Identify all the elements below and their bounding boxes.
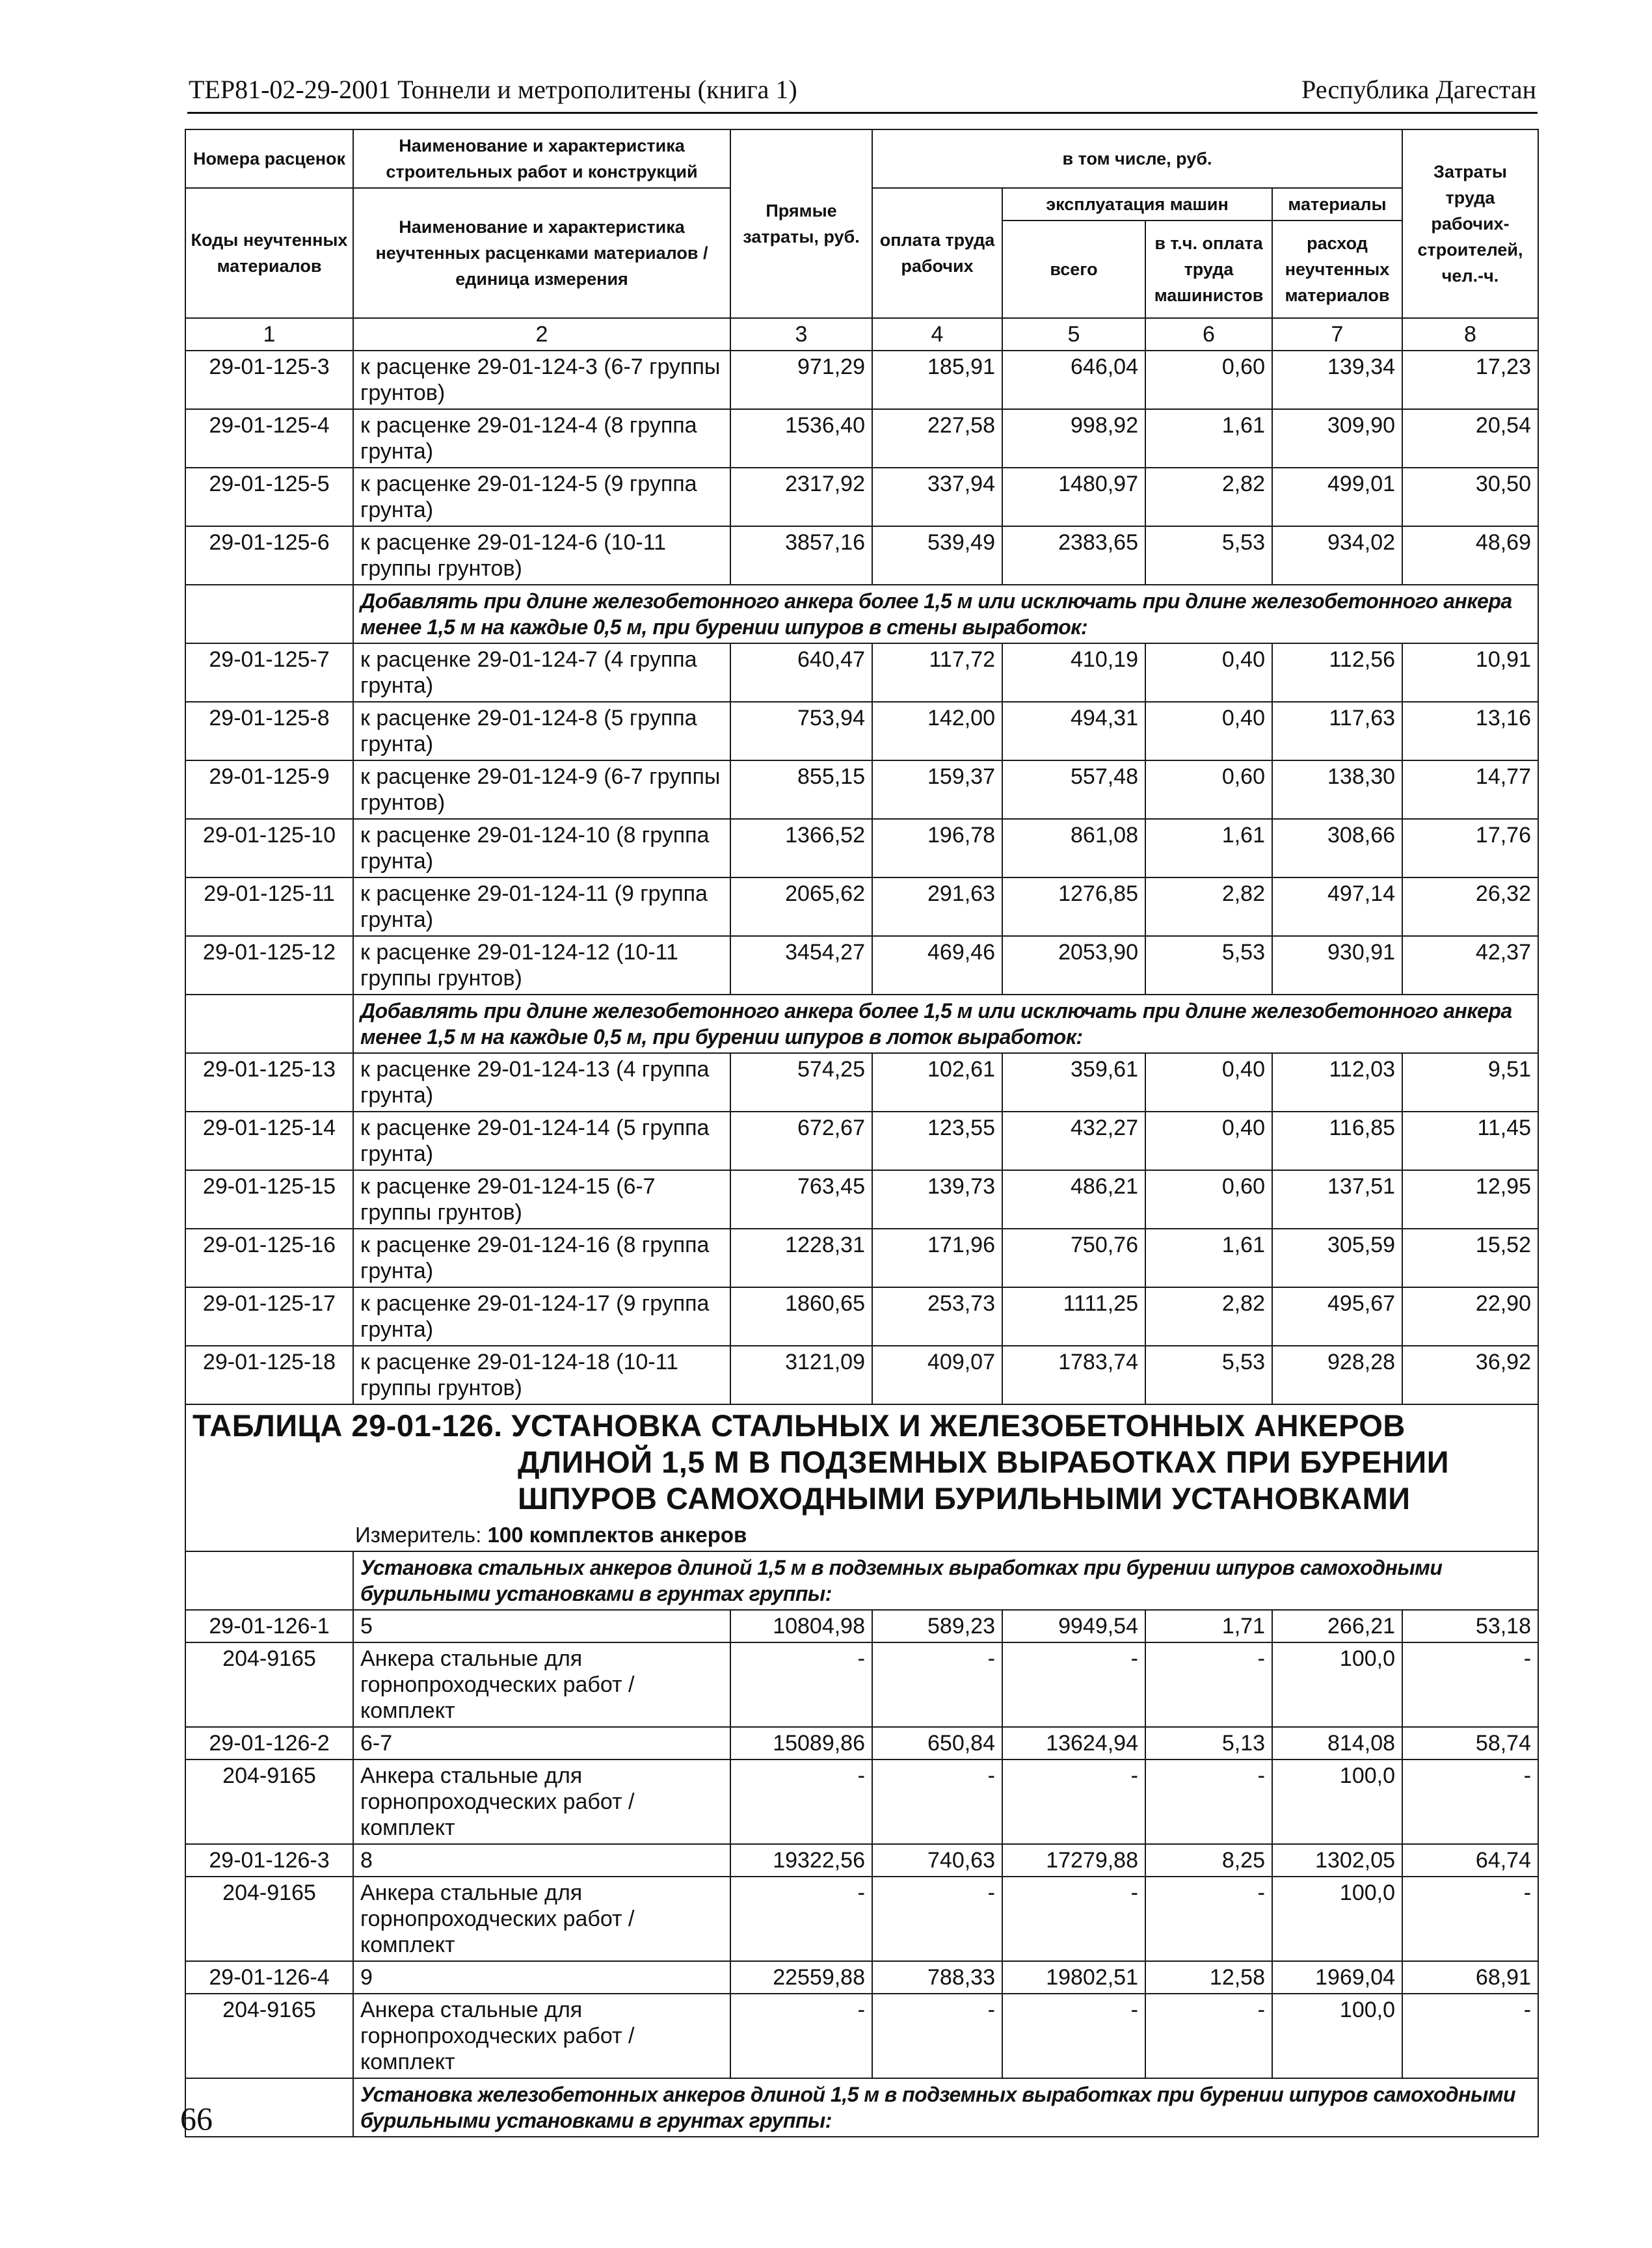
labor-hours: 9,51 bbox=[1402, 1053, 1538, 1112]
work-name: к расценке 29-01-124-12 (10-11 группы грунтов) bbox=[353, 936, 730, 995]
materials: 139,34 bbox=[1272, 351, 1402, 409]
direct-costs: 855,15 bbox=[730, 760, 872, 819]
note-rc-section bbox=[185, 2078, 1538, 2137]
note-walls: Добавлять при длине железобетонного анкера более 1,5 м или исключать при длине железобетонного анкера менее 1,5 м на каждые 0,5 м, при бурении шпуров в стены выработок: bbox=[353, 585, 1538, 643]
table-row bbox=[185, 409, 1538, 468]
machines-total: 2383,65 bbox=[1002, 526, 1145, 585]
table-row bbox=[185, 1170, 1538, 1229]
materials: 1969,04 bbox=[1272, 1961, 1402, 1994]
machines-total: - bbox=[1002, 1994, 1145, 2078]
col-number: 1 bbox=[185, 318, 353, 351]
material-row bbox=[185, 1642, 1538, 1727]
hdr-materials: материалы bbox=[1272, 188, 1402, 221]
labor-hours: 13,16 bbox=[1402, 702, 1538, 760]
table-row bbox=[185, 702, 1538, 760]
materials: 309,90 bbox=[1272, 409, 1402, 468]
labor-hours: 17,76 bbox=[1402, 819, 1538, 877]
hdr-direct-costs: Прямые затраты, руб. bbox=[730, 129, 872, 318]
group-c-rows bbox=[185, 1053, 1538, 1404]
direct-costs: 1860,65 bbox=[730, 1287, 872, 1346]
labor-pay: 539,49 bbox=[872, 526, 1002, 585]
title-line: ТАБЛИЦА 29-01-126. УСТАНОВКА СТАЛЬНЫХ И ЖЕЛЕЗОБЕТОННЫХ АНКЕРОВ bbox=[193, 1408, 1406, 1443]
materials: 137,51 bbox=[1272, 1170, 1402, 1229]
material-row bbox=[185, 1877, 1538, 1961]
machines-total: 9949,54 bbox=[1002, 1610, 1145, 1642]
machines-total: 1480,97 bbox=[1002, 468, 1145, 526]
running-header bbox=[189, 70, 1536, 109]
labor-hours: 42,37 bbox=[1402, 936, 1538, 995]
header-rule bbox=[187, 112, 1538, 114]
title-line: ШПУРОВ САМОХОДНЫМИ БУРИЛЬНЫМИ УСТАНОВКАМИ bbox=[518, 1481, 1411, 1516]
work-name: 8 bbox=[353, 1844, 730, 1877]
work-name: к расценке 29-01-124-16 (8 группа грунта) bbox=[353, 1229, 730, 1287]
direct-costs: - bbox=[730, 1642, 872, 1727]
machines-labor: 1,61 bbox=[1145, 819, 1272, 877]
table-126-title bbox=[193, 1408, 1531, 1517]
work-name: к расценке 29-01-124-14 (5 группа грунта) bbox=[353, 1112, 730, 1170]
machines-total: - bbox=[1002, 1760, 1145, 1844]
work-name: 5 bbox=[353, 1610, 730, 1642]
materials: 112,56 bbox=[1272, 643, 1402, 702]
labor-pay: - bbox=[872, 1760, 1002, 1844]
direct-costs: 574,25 bbox=[730, 1053, 872, 1112]
materials: 1302,05 bbox=[1272, 1844, 1402, 1877]
note-tray-section bbox=[185, 995, 1538, 1053]
labor-pay: 142,00 bbox=[872, 702, 1002, 760]
rate-code: 29-01-125-3 bbox=[185, 351, 353, 409]
machines-labor: 1,61 bbox=[1145, 1229, 1272, 1287]
labor-pay: 409,07 bbox=[872, 1346, 1002, 1404]
rate-code: 29-01-125-10 bbox=[185, 819, 353, 877]
machines-total: 359,61 bbox=[1002, 1053, 1145, 1112]
labor-pay: 171,96 bbox=[872, 1229, 1002, 1287]
machines-labor: 5,53 bbox=[1145, 526, 1272, 585]
work-name: Анкера стальные для горнопроходческих работ / комплект bbox=[353, 1760, 730, 1844]
labor-hours: - bbox=[1402, 1760, 1538, 1844]
group-b-rows bbox=[185, 643, 1538, 995]
direct-costs: 2317,92 bbox=[730, 468, 872, 526]
machines-labor: - bbox=[1145, 1642, 1272, 1727]
materials: 100,0 bbox=[1272, 1877, 1402, 1961]
machines-labor: 1,71 bbox=[1145, 1610, 1272, 1642]
rate-code: 204-9165 bbox=[185, 1877, 353, 1961]
work-name: к расценке 29-01-124-17 (9 группа грунта) bbox=[353, 1287, 730, 1346]
machines-labor: 0,60 bbox=[1145, 1170, 1272, 1229]
labor-hours: 22,90 bbox=[1402, 1287, 1538, 1346]
direct-costs: 1536,40 bbox=[730, 409, 872, 468]
col-number: 5 bbox=[1002, 318, 1145, 351]
work-name: Анкера стальные для горнопроходческих работ / комплект bbox=[353, 1642, 730, 1727]
machines-total: - bbox=[1002, 1642, 1145, 1727]
material-row bbox=[185, 1760, 1538, 1844]
machines-total: 494,31 bbox=[1002, 702, 1145, 760]
labor-hours: 53,18 bbox=[1402, 1610, 1538, 1642]
direct-costs: - bbox=[730, 1994, 872, 2078]
labor-pay: - bbox=[872, 1994, 1002, 2078]
work-name: к расценке 29-01-124-15 (6-7 группы грунтов) bbox=[353, 1170, 730, 1229]
direct-costs: 10804,98 bbox=[730, 1610, 872, 1642]
hdr-col1-top: Номера расценок bbox=[185, 129, 353, 188]
machines-total: 646,04 bbox=[1002, 351, 1145, 409]
materials: 100,0 bbox=[1272, 1642, 1402, 1727]
machines-total: 861,08 bbox=[1002, 819, 1145, 877]
rate-code: 29-01-125-14 bbox=[185, 1112, 353, 1170]
labor-hours: 20,54 bbox=[1402, 409, 1538, 468]
hdr-machines: эксплуатация машин bbox=[1002, 188, 1272, 221]
labor-hours: 68,91 bbox=[1402, 1961, 1538, 1994]
col-number: 3 bbox=[730, 318, 872, 351]
materials: 930,91 bbox=[1272, 936, 1402, 995]
rate-code: 29-01-126-2 bbox=[185, 1727, 353, 1760]
direct-costs: 763,45 bbox=[730, 1170, 872, 1229]
rate-code: 29-01-125-12 bbox=[185, 936, 353, 995]
direct-costs: 1228,31 bbox=[730, 1229, 872, 1287]
table-row bbox=[185, 1844, 1538, 1877]
labor-hours: 14,77 bbox=[1402, 760, 1538, 819]
labor-hours: - bbox=[1402, 1877, 1538, 1961]
materials: 495,67 bbox=[1272, 1287, 1402, 1346]
hdr-col1-bottom: Коды неучтенных материалов bbox=[185, 188, 353, 318]
machines-labor: 2,82 bbox=[1145, 1287, 1272, 1346]
labor-hours: 15,52 bbox=[1402, 1229, 1538, 1287]
machines-total: 2053,90 bbox=[1002, 936, 1145, 995]
title-line: ДЛИНОЙ 1,5 М В ПОДЗЕМНЫХ ВЫРАБОТКАХ ПРИ БУРЕНИИ bbox=[518, 1445, 1449, 1479]
machines-labor: 0,40 bbox=[1145, 1053, 1272, 1112]
note-reinforced-concrete: Установка железобетонных анкеров длиной 1,5 м в подземных выработках при бурении шпуров самоходными бурильными установками в грунтах группы: bbox=[353, 2078, 1538, 2137]
machines-labor: 5,53 bbox=[1145, 1346, 1272, 1404]
table-row bbox=[185, 1727, 1538, 1760]
materials: 497,14 bbox=[1272, 877, 1402, 936]
rate-code: 29-01-125-4 bbox=[185, 409, 353, 468]
machines-total: 432,27 bbox=[1002, 1112, 1145, 1170]
col-number: 6 bbox=[1145, 318, 1272, 351]
labor-hours: - bbox=[1402, 1994, 1538, 2078]
table-126-rows bbox=[185, 1610, 1538, 2078]
labor-hours: - bbox=[1402, 1642, 1538, 1727]
material-row bbox=[185, 1994, 1538, 2078]
table-row bbox=[185, 877, 1538, 936]
work-name: к расценке 29-01-124-4 (8 группа грунта) bbox=[353, 409, 730, 468]
work-name: к расценке 29-01-124-3 (6-7 группы грунтов) bbox=[353, 351, 730, 409]
table-row bbox=[185, 1961, 1538, 1994]
rate-code: 29-01-125-18 bbox=[185, 1346, 353, 1404]
machines-labor: 0,60 bbox=[1145, 351, 1272, 409]
measure-line bbox=[193, 1522, 1531, 1548]
work-name: 6-7 bbox=[353, 1727, 730, 1760]
col-number: 8 bbox=[1402, 318, 1538, 351]
note-walls-section bbox=[185, 585, 1538, 643]
materials: 138,30 bbox=[1272, 760, 1402, 819]
direct-costs: - bbox=[730, 1760, 872, 1844]
machines-labor: 0,40 bbox=[1145, 702, 1272, 760]
blank-cell bbox=[185, 585, 353, 643]
materials: 814,08 bbox=[1272, 1727, 1402, 1760]
machines-total: 486,21 bbox=[1002, 1170, 1145, 1229]
machines-labor: - bbox=[1145, 1760, 1272, 1844]
machines-labor: 1,61 bbox=[1145, 409, 1272, 468]
hdr-col2-bottom: Наименование и характеристика неучтенных расценками материалов / единица измерения bbox=[353, 188, 730, 318]
table-row bbox=[185, 1287, 1538, 1346]
group-a-rows bbox=[185, 351, 1538, 585]
rate-code: 204-9165 bbox=[185, 1760, 353, 1844]
hdr-col2-top: Наименование и характеристика строительных работ и конструкций bbox=[353, 129, 730, 188]
table-row bbox=[185, 819, 1538, 877]
rate-code: 29-01-126-4 bbox=[185, 1961, 353, 1994]
machines-total: 1783,74 bbox=[1002, 1346, 1145, 1404]
labor-hours: 30,50 bbox=[1402, 468, 1538, 526]
hdr-in-total: в том числе, руб. bbox=[872, 129, 1402, 188]
machines-labor: 5,13 bbox=[1145, 1727, 1272, 1760]
machines-total: 557,48 bbox=[1002, 760, 1145, 819]
blank-cell bbox=[185, 995, 353, 1053]
materials: 308,66 bbox=[1272, 819, 1402, 877]
table-row bbox=[185, 1229, 1538, 1287]
machines-labor: 8,25 bbox=[1145, 1844, 1272, 1877]
materials: 100,0 bbox=[1272, 1994, 1402, 2078]
table-126-caption bbox=[185, 1404, 1538, 1610]
machines-labor: - bbox=[1145, 1994, 1272, 2078]
direct-costs: 22559,88 bbox=[730, 1961, 872, 1994]
labor-pay: 291,63 bbox=[872, 877, 1002, 936]
table-row bbox=[185, 1346, 1538, 1404]
work-name: к расценке 29-01-124-6 (10-11 группы грунтов) bbox=[353, 526, 730, 585]
labor-hours: 10,91 bbox=[1402, 643, 1538, 702]
direct-costs: 15089,86 bbox=[730, 1727, 872, 1760]
rate-code: 204-9165 bbox=[185, 1994, 353, 2078]
table-row bbox=[185, 526, 1538, 585]
machines-labor: 12,58 bbox=[1145, 1961, 1272, 1994]
col-number: 4 bbox=[872, 318, 1002, 351]
machines-labor: 2,82 bbox=[1145, 877, 1272, 936]
machines-total: 998,92 bbox=[1002, 409, 1145, 468]
labor-pay: 740,63 bbox=[872, 1844, 1002, 1877]
rate-code: 29-01-125-5 bbox=[185, 468, 353, 526]
labor-hours: 64,74 bbox=[1402, 1844, 1538, 1877]
labor-hours: 26,32 bbox=[1402, 877, 1538, 936]
machines-labor: 2,82 bbox=[1145, 468, 1272, 526]
materials: 305,59 bbox=[1272, 1229, 1402, 1287]
hdr-labor-pay: оплата труда рабочих bbox=[872, 188, 1002, 318]
header-region: Республика Дагестан bbox=[1301, 75, 1536, 104]
rate-code: 29-01-125-8 bbox=[185, 702, 353, 760]
rate-code: 29-01-125-15 bbox=[185, 1170, 353, 1229]
direct-costs: 3454,27 bbox=[730, 936, 872, 995]
column-numbers-row bbox=[185, 318, 1538, 351]
labor-pay: 185,91 bbox=[872, 351, 1002, 409]
labor-hours: 17,23 bbox=[1402, 351, 1538, 409]
blank-cell bbox=[185, 1551, 353, 1610]
labor-pay: - bbox=[872, 1877, 1002, 1961]
machines-labor: 0,60 bbox=[1145, 760, 1272, 819]
materials: 499,01 bbox=[1272, 468, 1402, 526]
col-number: 2 bbox=[353, 318, 730, 351]
materials: 934,02 bbox=[1272, 526, 1402, 585]
labor-pay: 159,37 bbox=[872, 760, 1002, 819]
labor-pay: 589,23 bbox=[872, 1610, 1002, 1642]
table-126-title-block bbox=[185, 1404, 1538, 1551]
labor-hours: 58,74 bbox=[1402, 1727, 1538, 1760]
work-name: к расценке 29-01-124-9 (6-7 группы грунтов) bbox=[353, 760, 730, 819]
direct-costs: 1366,52 bbox=[730, 819, 872, 877]
rate-code: 29-01-125-9 bbox=[185, 760, 353, 819]
rate-code: 29-01-126-1 bbox=[185, 1610, 353, 1642]
labor-hours: 11,45 bbox=[1402, 1112, 1538, 1170]
direct-costs: 3121,09 bbox=[730, 1346, 872, 1404]
work-name: к расценке 29-01-124-10 (8 группа грунта) bbox=[353, 819, 730, 877]
materials: 116,85 bbox=[1272, 1112, 1402, 1170]
direct-costs: - bbox=[730, 1877, 872, 1961]
labor-pay: 253,73 bbox=[872, 1287, 1002, 1346]
work-name: к расценке 29-01-124-5 (9 группа грунта) bbox=[353, 468, 730, 526]
machines-total: 13624,94 bbox=[1002, 1727, 1145, 1760]
machines-labor: 5,53 bbox=[1145, 936, 1272, 995]
labor-pay: 139,73 bbox=[872, 1170, 1002, 1229]
direct-costs: 672,67 bbox=[730, 1112, 872, 1170]
labor-hours: 48,69 bbox=[1402, 526, 1538, 585]
labor-pay: 196,78 bbox=[872, 819, 1002, 877]
labor-pay: 102,61 bbox=[872, 1053, 1002, 1112]
table-row bbox=[185, 760, 1538, 819]
rate-code: 29-01-125-16 bbox=[185, 1229, 353, 1287]
machines-total: 410,19 bbox=[1002, 643, 1145, 702]
rate-code: 29-01-125-17 bbox=[185, 1287, 353, 1346]
direct-costs: 971,29 bbox=[730, 351, 872, 409]
labor-hours: 36,92 bbox=[1402, 1346, 1538, 1404]
table-row bbox=[185, 936, 1538, 995]
note-tray: Добавлять при длине железобетонного анкера более 1,5 м или исключать при длине железобетонного анкера менее 1,5 м на каждые 0,5 м, при бурении шпуров в лоток выработок: bbox=[353, 995, 1538, 1053]
labor-pay: 227,58 bbox=[872, 409, 1002, 468]
measure-label: Измеритель: bbox=[355, 1523, 482, 1547]
direct-costs: 19322,56 bbox=[730, 1844, 872, 1877]
machines-total: 1276,85 bbox=[1002, 877, 1145, 936]
machines-total: 17279,88 bbox=[1002, 1844, 1145, 1877]
table-row bbox=[185, 643, 1538, 702]
materials: 112,03 bbox=[1272, 1053, 1402, 1112]
labor-pay: 337,94 bbox=[872, 468, 1002, 526]
materials: 266,21 bbox=[1272, 1610, 1402, 1642]
direct-costs: 3857,16 bbox=[730, 526, 872, 585]
machines-labor: - bbox=[1145, 1877, 1272, 1961]
labor-pay: 650,84 bbox=[872, 1727, 1002, 1760]
labor-pay: 788,33 bbox=[872, 1961, 1002, 1994]
rate-code: 204-9165 bbox=[185, 1642, 353, 1727]
rate-code: 29-01-126-3 bbox=[185, 1844, 353, 1877]
hdr-materials-unaccounted: расход неучтенных материалов bbox=[1272, 221, 1402, 318]
materials: 928,28 bbox=[1272, 1346, 1402, 1404]
measure-value: 100 комплектов анкеров bbox=[487, 1523, 747, 1547]
header-title: ТЕР81-02-29-2001 Тоннели и метрополитены (книга 1) bbox=[189, 75, 797, 104]
machines-labor: 0,40 bbox=[1145, 643, 1272, 702]
direct-costs: 2065,62 bbox=[730, 877, 872, 936]
col-number: 7 bbox=[1272, 318, 1402, 351]
work-name: к расценке 29-01-124-13 (4 группа грунта) bbox=[353, 1053, 730, 1112]
machines-labor: 0,40 bbox=[1145, 1112, 1272, 1170]
table-row bbox=[185, 351, 1538, 409]
work-name: Анкера стальные для горнопроходческих работ / комплект bbox=[353, 1994, 730, 2078]
work-name: 9 bbox=[353, 1961, 730, 1994]
rate-code: 29-01-125-13 bbox=[185, 1053, 353, 1112]
note-steel: Установка стальных анкеров длиной 1,5 м в подземных выработках при бурении шпуров самоходными бурильными установками в грунтах группы: bbox=[353, 1551, 1538, 1610]
labor-pay: - bbox=[872, 1642, 1002, 1727]
direct-costs: 640,47 bbox=[730, 643, 872, 702]
table-row bbox=[185, 1112, 1538, 1170]
labor-pay: 123,55 bbox=[872, 1112, 1002, 1170]
labor-pay: 117,72 bbox=[872, 643, 1002, 702]
hdr-machines-total: всего bbox=[1002, 221, 1145, 318]
machines-total: 750,76 bbox=[1002, 1229, 1145, 1287]
machines-total: 1111,25 bbox=[1002, 1287, 1145, 1346]
materials: 100,0 bbox=[1272, 1760, 1402, 1844]
materials: 117,63 bbox=[1272, 702, 1402, 760]
hdr-labor-cost: Затраты труда рабочих-строителей, чел.-ч. bbox=[1402, 129, 1538, 318]
work-name: Анкера стальные для горнопроходческих работ / комплект bbox=[353, 1877, 730, 1961]
labor-pay: 469,46 bbox=[872, 936, 1002, 995]
hdr-machines-labor: в т.ч. оплата труда машинистов bbox=[1145, 221, 1272, 318]
table-row bbox=[185, 1610, 1538, 1642]
table-row bbox=[185, 468, 1538, 526]
work-name: к расценке 29-01-124-7 (4 группа грунта) bbox=[353, 643, 730, 702]
machines-total: - bbox=[1002, 1877, 1145, 1961]
rate-code: 29-01-125-6 bbox=[185, 526, 353, 585]
work-name: к расценке 29-01-124-8 (5 группа грунта) bbox=[353, 702, 730, 760]
direct-costs: 753,94 bbox=[730, 702, 872, 760]
table-row bbox=[185, 1053, 1538, 1112]
machines-total: 19802,51 bbox=[1002, 1961, 1145, 1994]
labor-hours: 12,95 bbox=[1402, 1170, 1538, 1229]
price-table bbox=[185, 129, 1539, 2137]
rate-code: 29-01-125-11 bbox=[185, 877, 353, 936]
work-name: к расценке 29-01-124-18 (10-11 группы грунтов) bbox=[353, 1346, 730, 1404]
page-number: 66 bbox=[180, 2100, 213, 2137]
work-name: к расценке 29-01-124-11 (9 группа грунта) bbox=[353, 877, 730, 936]
rate-code: 29-01-125-7 bbox=[185, 643, 353, 702]
